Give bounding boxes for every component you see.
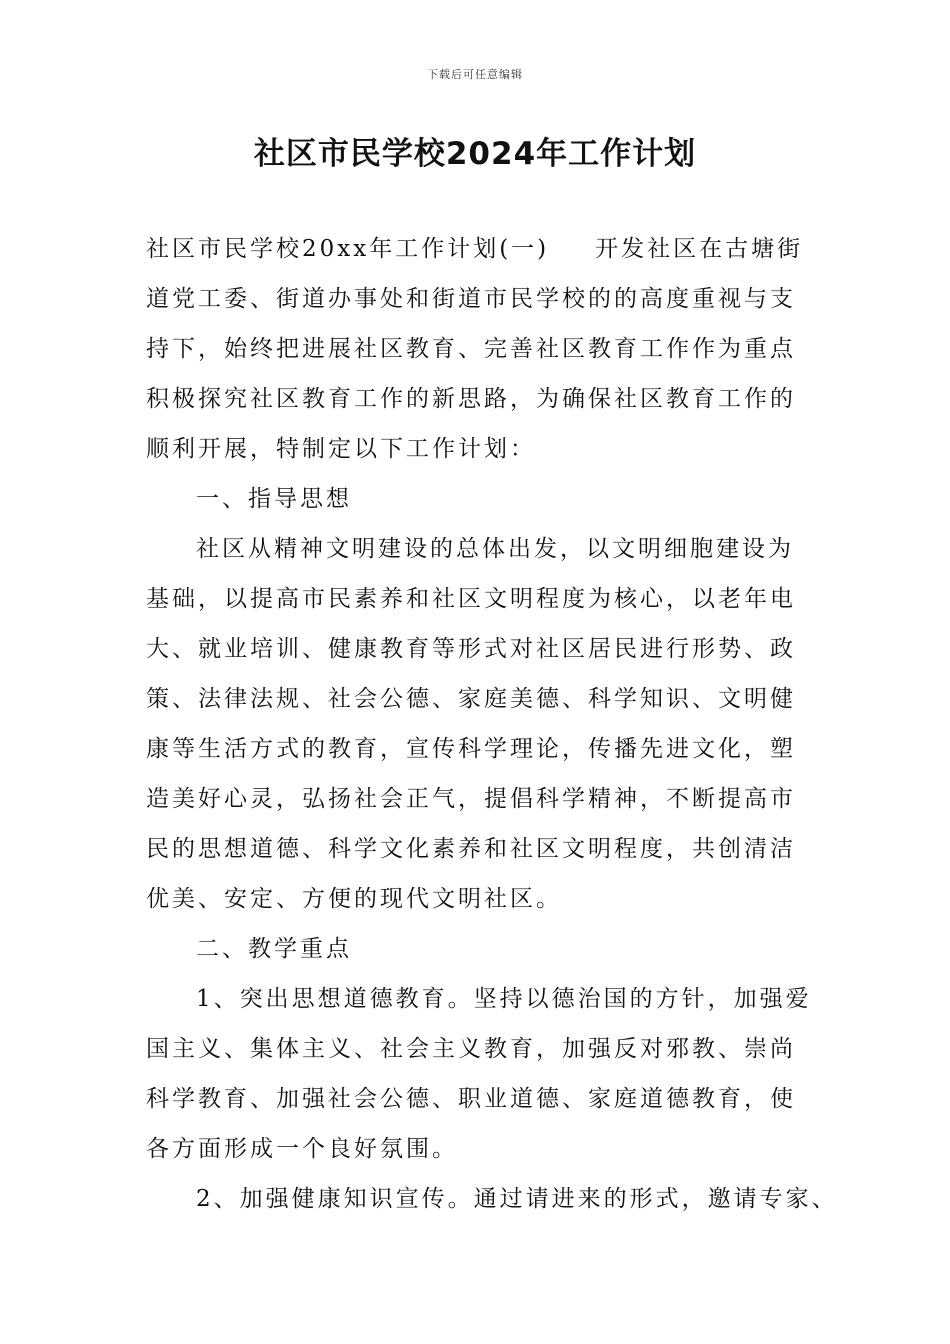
paragraph-line-18: 科学教育、加强社会公德、职业道德、家庭道德教育，使 <box>146 1086 796 1112</box>
header-note: 下载后可任意编辑 <box>427 68 523 81</box>
paragraph-line-19: 各方面形成一个良好氛围。 <box>146 1136 458 1162</box>
document-title: 社区市民学校2024年工作计划 <box>253 136 697 172</box>
document-body <box>146 224 838 1224</box>
paragraph-line-5: 顺利开展，特制定以下工作计划： <box>146 436 536 462</box>
paragraph-line-12: 造美好心灵，弘扬社会正气，提倡科学精神，不断提高市 <box>146 786 796 812</box>
paragraph-line-1 <box>146 224 826 274</box>
paragraph-line-4: 积极探究社区教育工作的新思路，为确保社区教育工作的 <box>146 386 796 412</box>
paragraph-line-10: 策、法律法规、社会公德、家庭美德、科学知识、文明健 <box>146 686 796 712</box>
paragraph-line-8: 基础，以提高市民素养和社区文明程度为核心，以老年电 <box>146 586 796 612</box>
paragraph-line-16: 1、突出思想道德教育。坚持以德治国的方针，加强爱 <box>196 986 812 1012</box>
paragraph-line-2: 道党工委、街道办事处和街道市民学校的的高度重视与支 <box>146 286 796 312</box>
paragraph-line-3: 持下，始终把进展社区教育、完善社区教育工作作为重点 <box>146 336 796 362</box>
paragraph-line-14: 优美、安定、方便的现代文明社区。 <box>146 886 562 912</box>
paragraph-line-11: 康等生活方式的教育，宣传科学理论，传播先进文化，塑 <box>146 736 796 762</box>
paragraph-line-13: 民的思想道德、科学文化素养和社区文明程度，共创清洁 <box>146 836 796 862</box>
subtitle-text: 社区市民学校20xx年工作计划(一) <box>146 236 550 262</box>
paragraph-line-9: 大、就业培训、健康教育等形式对社区居民进行形势、政 <box>146 636 796 662</box>
section-heading-1: 一、指导思想 <box>196 486 352 512</box>
paragraph-line-20: 2、加强健康知识宣传。通过请进来的形式，邀请专家、 <box>196 1186 838 1212</box>
section-heading-2: 二、教学重点 <box>196 936 352 962</box>
paragraph-line-17: 国主义、集体主义、社会主义教育，加强反对邪教、崇尚 <box>146 1036 796 1062</box>
paragraph-line-7: 社区从精神文明建设的总体出发，以文明细胞建设为 <box>196 536 794 562</box>
paragraph-text: 开发社区在古塘街 <box>595 236 804 262</box>
